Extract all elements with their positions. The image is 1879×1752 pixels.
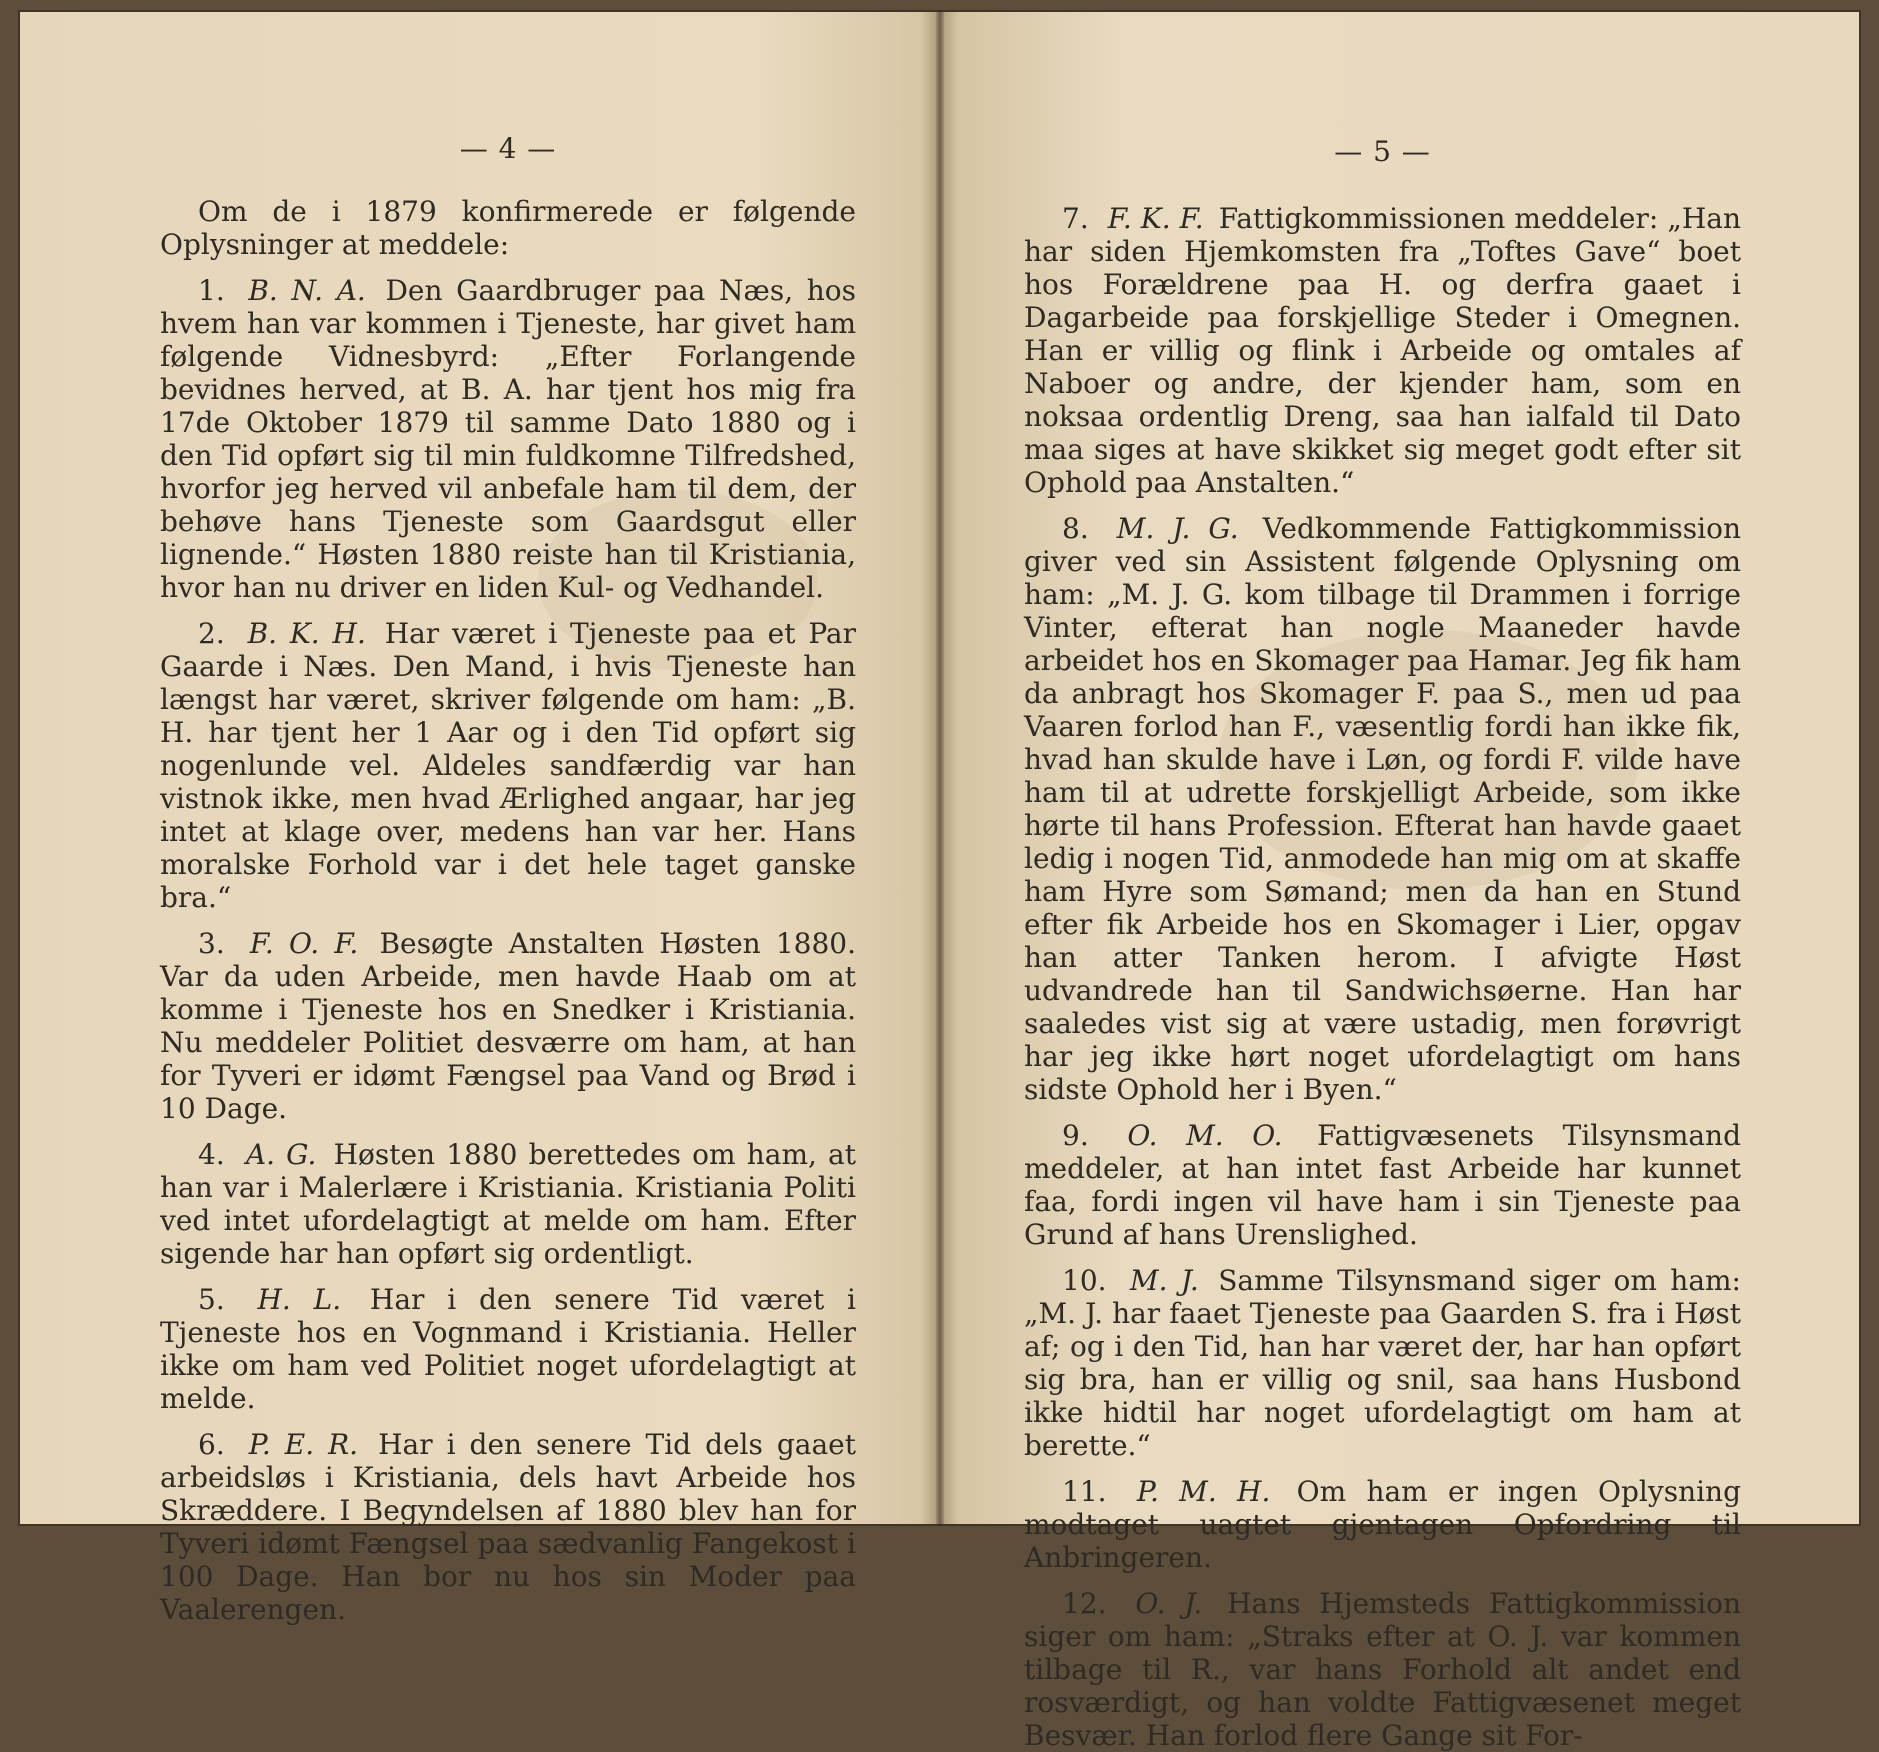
item-initials: F. K. F. <box>1107 202 1204 235</box>
item-initials: P. M. H. <box>1136 1475 1271 1508</box>
paragraph-text: Har i den senere Tid været i Tjeneste hos en Vognmand i Kristiania. Heller ikke om ham ved Politiet noget ufordelagtigt at melde. <box>160 1283 856 1415</box>
item-number: 4. <box>198 1138 225 1171</box>
item-number: 6. <box>198 1428 225 1461</box>
paragraph-text: Besøgte Anstalten Høsten 1880. Var da uden Arbeide, men havde Haab om at komme i Tjeneste hos en Snedker i Kristiania. Nu meddeler Politiet desværre om ham, at han for Tyveri er idømt Fængsel paa Vand og Brød i 10 Dage. <box>160 927 857 1125</box>
paragraph-item <box>1024 202 1741 499</box>
item-initials: A. G. <box>245 1138 317 1171</box>
item-initials: M. J. <box>1129 1264 1199 1297</box>
page-number: — 4 — <box>459 132 557 165</box>
paragraph-text: Har i den senere Tid dels gaaet arbeidsløs i Kristiania, dels havt Arbeide hos Skræddere. I Begyndelsen af 1880 blev han for Tyveri idømt Fængsel paa sædvanlig Fangekost i 100 Dage. Han bor nu hos sin Moder paa Vaalerengen. <box>160 1428 857 1626</box>
item-number: 11. <box>1062 1475 1107 1508</box>
item-initials: F. O. F. <box>249 927 359 960</box>
item-initials: H. L. <box>257 1283 342 1316</box>
item-initials: B. N. A. <box>248 274 366 307</box>
paragraph-text: Den Gaardbruger paa Næs, hos hvem han var kommen i Tjeneste, har givet ham følgende Vidnesbyrd: „Efter Forlangende bevidnes herved, at B. A. har tjent hos mig fra 17de Oktober 1879 til samme Dato 1880 og i den Tid opført sig til min fuldkomne Tilfredshed, hvorfor jeg herved vil anbefale ham til dem, der behøve hans Tjeneste som Gaardsgut eller lignende.“ Høsten 1880 reiste han til Kristiania, hvor han nu driver en liden Kul- og Vedhandel. <box>160 274 856 604</box>
item-initials: B. K. H. <box>247 617 366 650</box>
item-initials: O. J. <box>1135 1587 1203 1620</box>
paragraph-item <box>1024 1475 1741 1574</box>
paragraph-item <box>160 274 856 604</box>
paragraph-text: Høsten 1880 berettedes om ham, at han var i Malerlære i Kristiania. Kristiania Politi ved intet ufordelagtigt at melde om ham. Efter sigende har han opført sig ordentligt. <box>160 1138 856 1270</box>
paragraph-item <box>1024 512 1741 1106</box>
item-number: 2. <box>198 617 225 650</box>
paragraph-text: Om de i 1879 konfirmerede er følgende Oplysninger at meddele: <box>160 195 856 261</box>
item-initials: M. J. G. <box>1116 512 1239 545</box>
page-number: — 5 — <box>1334 135 1431 168</box>
left-page <box>18 10 938 1626</box>
paragraph-text: Har været i Tjeneste paa et Par Gaarde i Næs. Den Mand, i hvis Tjeneste han længst har været, skriver følgende om ham: „B. H. har tjent her 1 Aar og i den Tid opført sig nogenlunde vel. Aldeles sandfærdig var han vistnok ikke, men hvad Ærlighed angaar, har jeg intet at klage over, medens han var her. Hans moralske Forhold var i det hele taget ganske bra.“ <box>160 617 856 914</box>
paragraph-text: Hans Hjemsteds Fattigkommission siger om ham: „Straks efter at O. J. var kommen tilbage til R., var hans Forhold alt andet end rosværdigt, og han voldte Fattigvæsenet meget Besvær. Han forlod flere Gange sit For- <box>1024 1587 1742 1752</box>
paragraph-item <box>160 1428 856 1626</box>
item-number: 10. <box>1062 1264 1107 1297</box>
paragraph-item <box>160 927 856 1125</box>
paragraph-text: Fattigkommissionen meddeler: „Han har siden Hjemkomsten fra „Toftes Gave“ boet hos Forældrene paa H. og derfra gaaet i Dagarbeide paa forskjellige Steder i Omegnen. Han er villig og flink i Arbeide og omtales af Naboer og andre, der kjender ham, som en noksaa ordentlig Dreng, saa han ialfald til Dato maa siges at have skikket sig meget godt efter sit Ophold paa Anstalten.“ <box>1024 202 1742 499</box>
paragraph-item <box>1024 1264 1741 1462</box>
paragraph-item <box>160 1138 856 1270</box>
item-initials: P. E. R. <box>248 1428 359 1461</box>
book-spread <box>18 10 1861 1752</box>
paragraph-text: Fattigvæsenets Tilsynsmand meddeler, at han intet fast Arbeide har kunnet faa, fordi ingen vil have ham i sin Tjeneste paa Grund af hans Urenslighed. <box>1024 1119 1742 1251</box>
right-page <box>941 10 1861 1752</box>
item-number: 8. <box>1062 512 1089 545</box>
paragraph-intro <box>160 195 856 261</box>
item-number: 9. <box>1062 1119 1089 1152</box>
paragraph-text: Vedkommende Fattigkommission giver ved sin Assistent følgende Oplysning om ham: „M. J. G. kom tilbage til Drammen i forrige Vinter, efterat han nogle Maaneder havde arbeidet hos en Skomager paa Hamar. Jeg fik ham da anbragt hos Skomager F. paa S., men ud paa Vaaren forlod han F., væsentlig fordi han ikke fik, hvad han skulde have i Løn, og fordi F. vilde have ham til at udrette forskjelligt Arbeide, som ikke hørte til hans Profession. Efterat han havde gaaet ledig i nogen Tid, anmodede han mig om at skaffe ham Hyre som Sømand; men da han en Stund efter fik Arbeide hos en Skomager i Lier, opgav han atter Tanken herom. I afvigte Høst udvandrede han til Sandwichsøerne. Han har saaledes vist sig at være ustadig, men forøvrigt har jeg ikke hørt noget ufordelagtigt om hans sidste Ophold her i Byen.“ <box>1024 512 1742 1106</box>
item-number: 5. <box>198 1283 225 1316</box>
item-initials: O. M. O. <box>1127 1119 1283 1152</box>
paragraph-item <box>160 617 856 914</box>
paragraph-item <box>1024 1587 1741 1752</box>
item-number: 7. <box>1062 202 1089 235</box>
paragraph-item <box>160 1283 856 1415</box>
item-number: 12. <box>1062 1587 1107 1620</box>
paragraph-text: Samme Tilsynsmand siger om ham: „M. J. har faaet Tjeneste paa Gaarden S. fra i Høst af; og i den Tid, han har været der, har han opført sig bra, han er villig og snil, saa hans Husbond ikke hidtil har noget ufordelagtigt om ham at berette.“ <box>1024 1264 1741 1462</box>
item-number: 3. <box>198 927 225 960</box>
paragraph-text: Om ham er ingen Oplysning modtaget uagtet gjentagen Opfordring til Anbringeren. <box>1024 1475 1742 1574</box>
item-number: 1. <box>198 274 225 307</box>
paragraph-item <box>1024 1119 1741 1251</box>
